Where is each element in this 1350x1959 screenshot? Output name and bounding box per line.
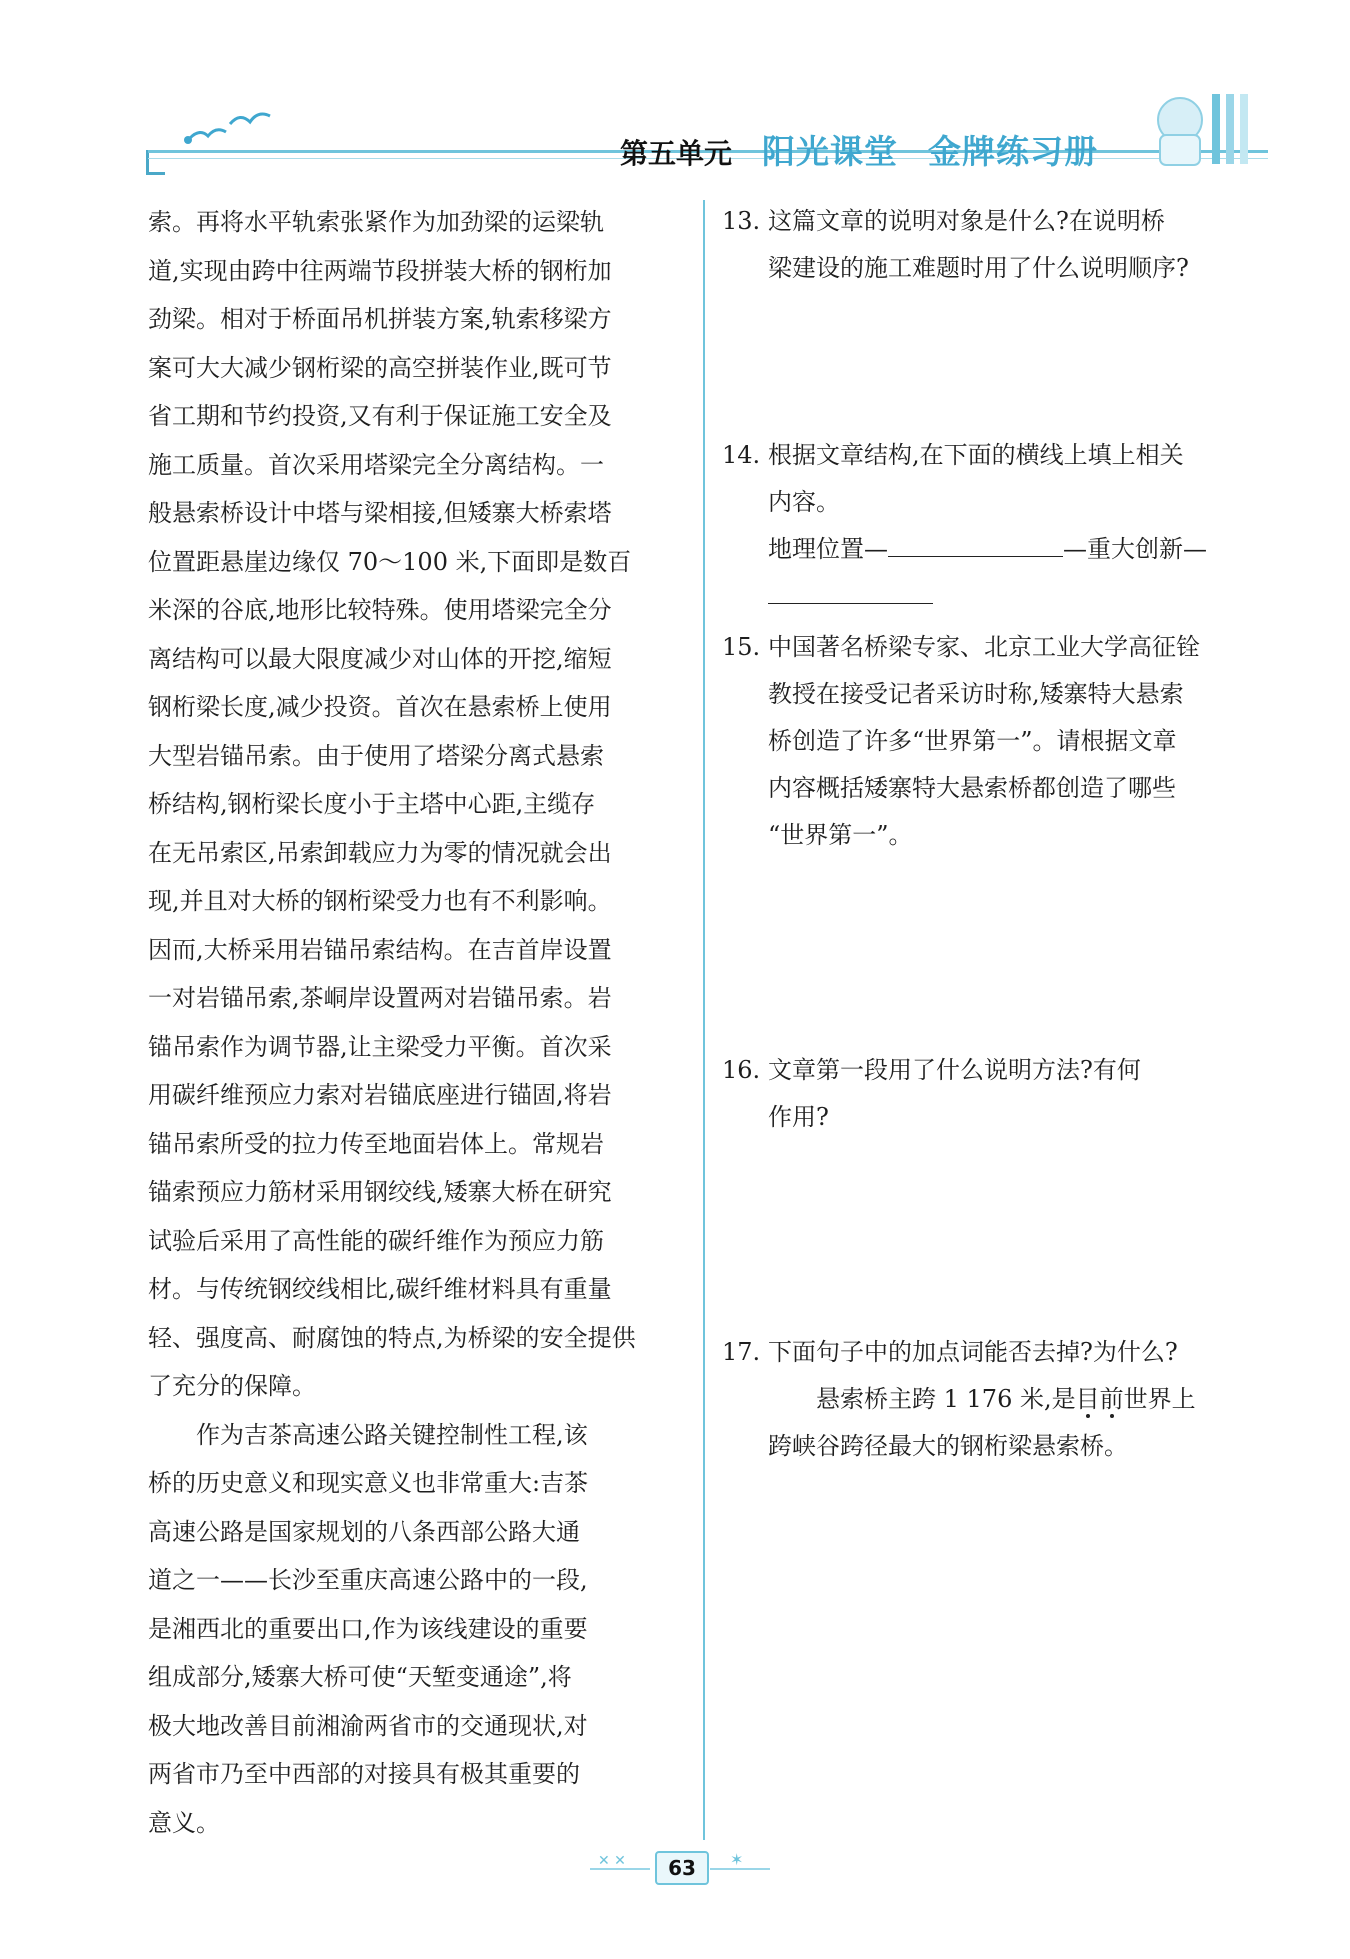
passage-line: 般悬索桥设计中塔与梁相接,但矮寨大桥索塔	[148, 499, 612, 527]
question-number: 14.	[722, 441, 761, 469]
passage-line: 离结构可以最大限度减少对山体的开挖,缩短	[148, 644, 612, 673]
passage-line: 桥结构,钢桁梁长度小于主塔中心距,主缆存	[148, 790, 596, 818]
question-number: 13.	[722, 207, 761, 235]
passage-line: 作为吉茶高速公路关键控制性工程,该	[196, 1420, 588, 1449]
quote-text: 世界上	[1123, 1385, 1196, 1413]
unit-label: 第五单元	[620, 137, 733, 170]
question-15	[722, 624, 1277, 859]
passage-line: 因而,大桥采用岩锚吊索结构。在吉首岸设置	[148, 935, 612, 964]
brand-title	[762, 126, 1098, 173]
passage-line: 轻、强度高、耐腐蚀的特点,为桥梁的安全提供	[148, 1323, 636, 1352]
question-text-line: 下面句子中的加点词能否去掉?为什么?	[768, 1338, 1178, 1366]
question-17	[722, 1329, 1277, 1376]
dotted-char: 目	[1075, 1385, 1100, 1413]
page-number: 63	[655, 1851, 709, 1885]
question-17-quote	[722, 1376, 1277, 1423]
passage-line: 现,并且对大桥的钢桁梁受力也有不利影响。	[148, 887, 612, 915]
header-corner-hook	[146, 150, 165, 175]
question-16	[722, 1047, 1277, 1141]
passage-paragraph-2	[148, 1411, 688, 1848]
question-number: 15.	[722, 633, 761, 661]
column-divider	[703, 200, 705, 1840]
answer-blank[interactable]	[768, 573, 933, 604]
passage-line: 钢桁梁长度,减少投资。首次在悬索桥上使用	[148, 693, 612, 721]
question-text-line: 教授在接受记者采访时称,矮寨特大悬索	[768, 680, 1184, 708]
questions-column	[722, 198, 1277, 1470]
quote-text: 悬索桥主跨 1 176 米,是	[816, 1385, 1076, 1413]
dotted-word	[1076, 1385, 1124, 1413]
passage-line: 索。再将水平轨索张紧作为加劲梁的运梁轨	[148, 208, 604, 236]
passage-line: 劲梁。相对于桥面吊机拼装方案,轨索移梁方	[148, 305, 612, 333]
passage-line: 大型岩锚吊索。由于使用了塔梁分离式悬索	[148, 741, 604, 770]
passage-line: 材。与传统钢绞线相比,碳纤维材料具有重量	[148, 1275, 612, 1303]
question-text-line: “世界第一”。	[768, 821, 913, 849]
question-number: 17.	[722, 1338, 761, 1366]
passage-line: 了充分的保障。	[148, 1372, 316, 1400]
passage-column	[148, 198, 688, 1847]
page-footer	[580, 1835, 780, 1895]
brand-title-part-b: 金牌练习册	[928, 132, 1098, 171]
passage-line: 锚吊索作为调节器,让主梁受力平衡。首次采	[148, 1032, 612, 1061]
question-text-line: 内容。	[768, 488, 840, 516]
quote-text: 跨峡谷跨径最大的钢桁梁悬索桥。	[768, 1432, 1128, 1460]
question-text-line: 中国著名桥梁专家、北京工业大学高征铨	[768, 633, 1200, 661]
passage-line: 道,实现由跨中往两端节段拼装大桥的钢桁加	[148, 256, 612, 285]
passage-paragraph-1	[148, 198, 688, 1411]
brand-title-part-a: 阳光课堂	[762, 132, 898, 171]
question-14	[722, 432, 1277, 620]
fill-label-geography: 地理位置—	[768, 535, 888, 563]
svg-text:✕ ✕: ✕ ✕	[598, 1853, 626, 1869]
question-number: 16.	[722, 1056, 761, 1084]
fill-label-innovation: —重大创新—	[1063, 535, 1207, 563]
question-text-line: 文章第一段用了什么说明方法?有何	[768, 1056, 1141, 1084]
passage-line: 是湘西北的重要出口,作为该线建设的重要	[148, 1614, 588, 1643]
passage-line: 组成部分,矮寨大桥可使“天堑变通途”,将	[148, 1663, 572, 1691]
passage-line: 一对岩锚吊索,茶峒岸设置两对岩锚吊索。岩	[148, 984, 612, 1012]
passage-line: 两省市乃至中西部的对接具有极其重要的	[148, 1760, 580, 1788]
passage-line: 省工期和节约投资,又有利于保证施工安全及	[148, 402, 612, 430]
passage-line: 施工质量。首次采用塔梁完全分离结构。一	[148, 450, 604, 479]
question-13	[722, 198, 1277, 292]
question-text-line: 根据文章结构,在下面的横线上填上相关	[768, 441, 1184, 469]
flying-birds-icon	[180, 98, 300, 148]
passage-line: 米深的谷底,地形比较特殊。使用塔梁完全分	[148, 596, 612, 624]
passage-line: 位置距悬崖边缘仅 70～100 米,下面即是数百	[148, 547, 632, 576]
passage-line: 试验后采用了高性能的碳纤维作为预应力筋	[148, 1226, 604, 1255]
answer-blank[interactable]	[888, 526, 1063, 557]
question-17-quote-line-2	[722, 1423, 1277, 1470]
page-header	[140, 80, 1270, 190]
passage-line: 案可大大减少钢桁梁的高空拼装作业,既可节	[148, 353, 612, 382]
passage-line: 意义。	[148, 1808, 220, 1837]
svg-text:✶: ✶	[730, 1850, 744, 1869]
passage-line: 道之一——长沙至重庆高速公路中的一段,	[148, 1566, 588, 1594]
question-text-line: 内容概括矮寨特大悬索桥都创造了哪些	[768, 774, 1176, 802]
question-text-line: 梁建设的施工难题时用了什么说明顺序?	[768, 254, 1189, 282]
passage-line: 高速公路是国家规划的八条西部公路大通	[148, 1517, 580, 1546]
question-text-line: 桥创造了许多“世界第一”。请根据文章	[768, 727, 1177, 755]
passage-line: 锚吊索所受的拉力传至地面岩体上。常规岩	[148, 1129, 604, 1158]
question-text-line: 作用?	[768, 1103, 829, 1131]
question-text-line: 这篇文章的说明对象是什么?在说明桥	[768, 207, 1165, 235]
passage-line: 桥的历史意义和现实意义也非常重大:吉茶	[148, 1469, 589, 1497]
header-decoration-icon	[1140, 80, 1270, 180]
passage-line: 极大地改善目前湘渝两省市的交通现状,对	[148, 1711, 588, 1740]
passage-line: 锚索预应力筋材采用钢绞线,矮寨大桥在研究	[148, 1178, 612, 1206]
dotted-char: 前	[1099, 1385, 1124, 1413]
passage-line: 在无吊索区,吊索卸载应力为零的情况就会出	[148, 838, 612, 867]
passage-line: 用碳纤维预应力索对岩锚底座进行锚固,将岩	[148, 1081, 612, 1109]
